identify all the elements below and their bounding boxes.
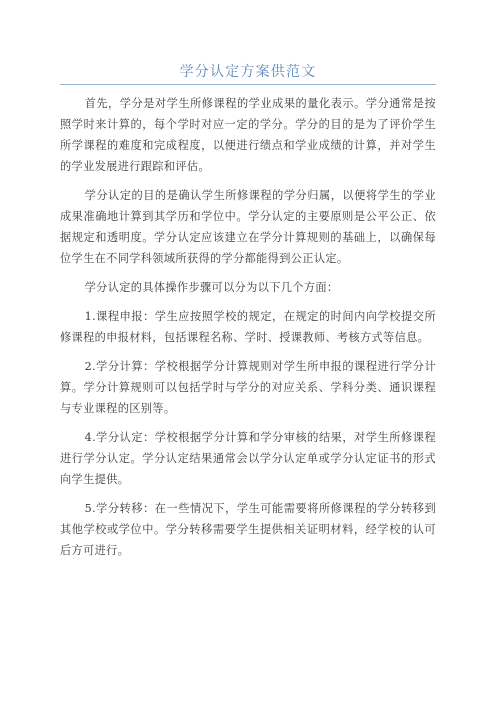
- document-body: [60, 93, 436, 569]
- paragraph-steps-intro: 学分认定的具体操作步骤可以分为以下几个方面：: [84, 281, 339, 294]
- paragraph-step-credit-transfer: 5.学分转移：在一些情况下，学生可能需要将所修课程的学分转移到其他学校或学位中。学分转移需要学生提供相关证明材料，经学校的认可后方可进行。: [60, 502, 436, 557]
- paragraph-purpose: 学分认定的目的是确认学生所修课程的学分归属，以便将学生的学业成果准确地计算到其学历和学位中。学分认定的主要原则是公平公正、依据规定和透明度。学分认定应该建立在学分计算规则的基础上，以确保每位学生在不同学科领域所获得的学分都能得到公正认定。: [60, 189, 436, 265]
- paragraph-step-credit-calculation: 2.学分计算：学校根据学分计算规则对学生所申报的课程进行学分计算。学分计算规则可以包括学时与学分的对应关系、学科分类、通识课程与专业课程的区别等。: [60, 360, 436, 415]
- paragraph-step-course-application: 1.课程申报：学生应按照学校的规定，在规定的时间内向学校提交所修课程的申报材料，包括课程名称、学时、授课教师、考核方式等信息。: [60, 310, 436, 344]
- title-divider: [60, 84, 436, 85]
- document-title: 学分认定方案供范文: [179, 64, 317, 80]
- paragraph-step-credit-recognition: 4.学分认定：学校根据学分计算和学分审核的结果，对学生所修课程进行学分认定。学分认定结果通常会以学分认定单或学分认定证书的形式向学生提供。: [60, 431, 436, 486]
- paragraph-intro: 首先，学分是对学生所修课程的学业成果的量化表示。学分通常是按照学时来计算的，每个学时对应一定的学分。学分的目的是为了评价学生所学课程的难度和完成程度，以便进行绩点和学业成绩的计算，并对学生的学业发展进行跟踪和评估。: [60, 97, 436, 173]
